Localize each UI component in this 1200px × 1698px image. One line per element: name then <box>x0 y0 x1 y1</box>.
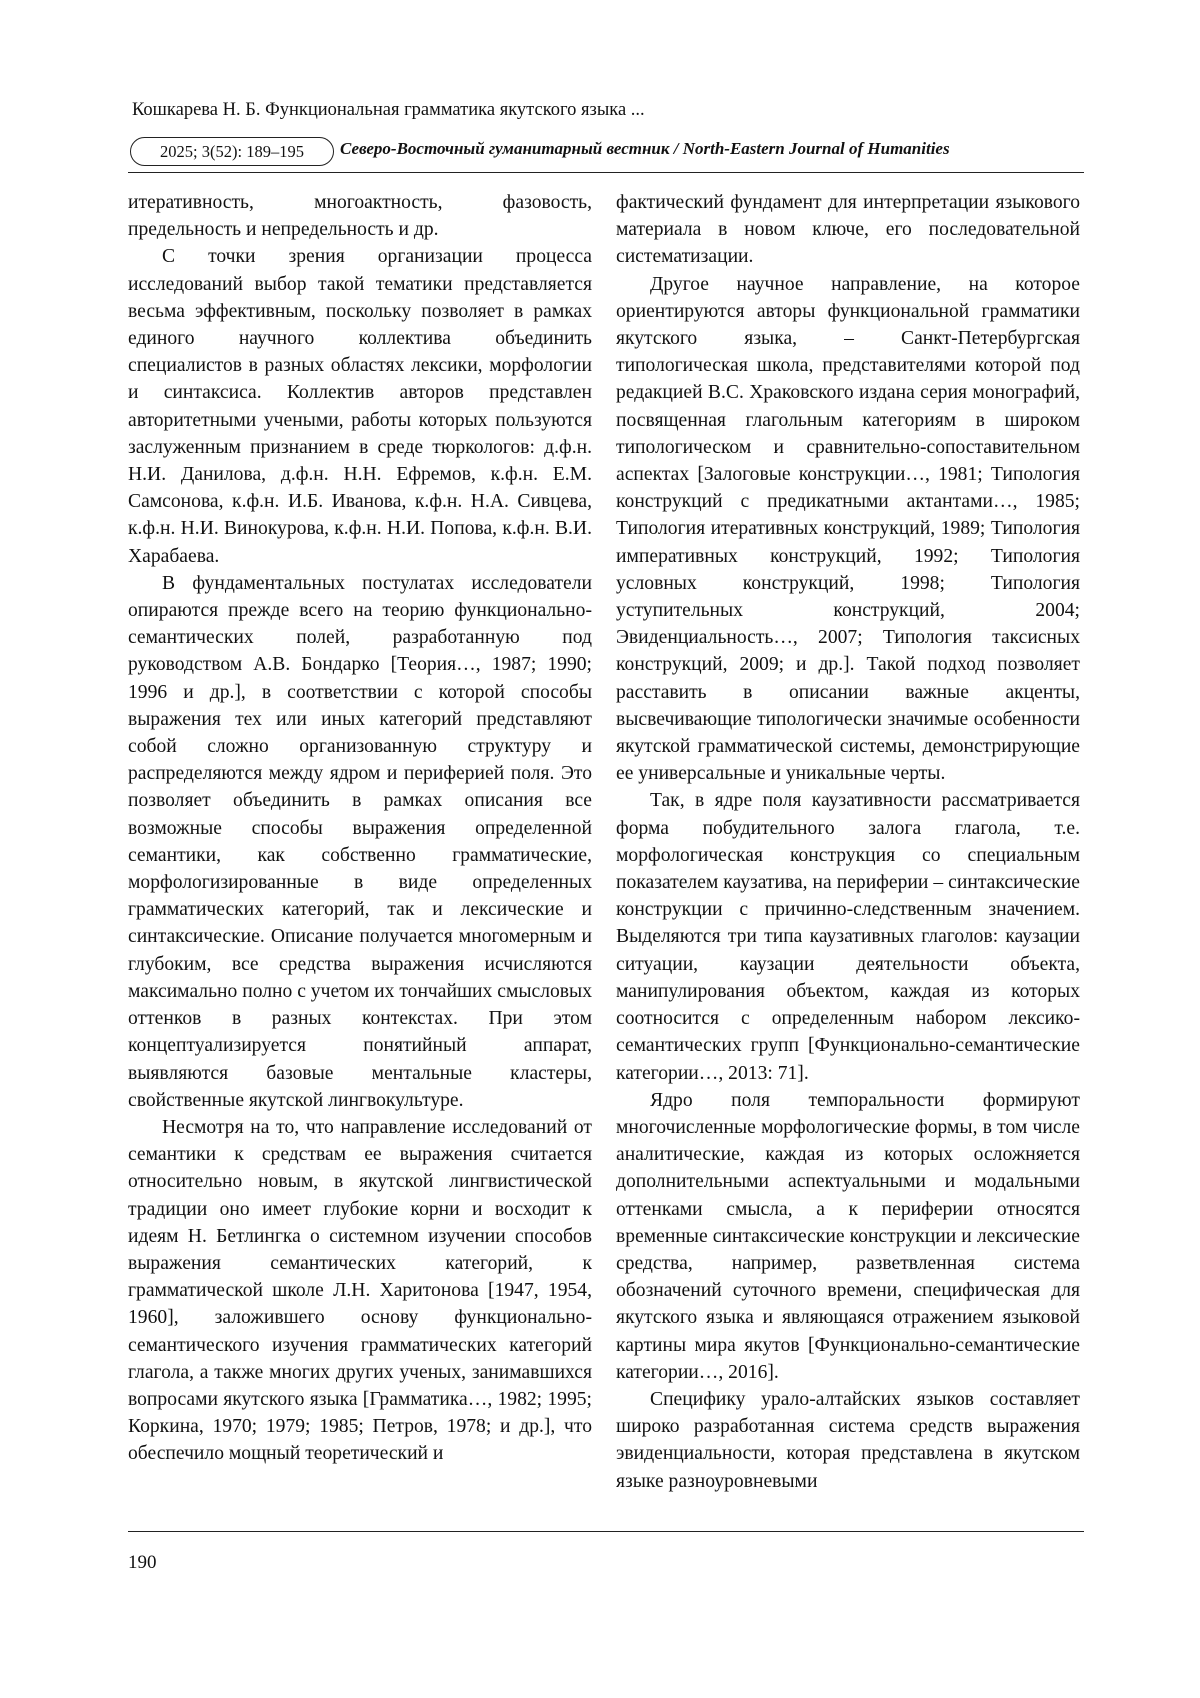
paragraph: фактический фундамент для интерпретации языкового материала в новом ключе, его последовательной систематизации. <box>616 192 1080 268</box>
paragraph: Ядро поля темпоральности формируют многочисленные морфологические формы, в том числе аналитические, каждая из которых осложняется дополнительными аспектуальными и модальными оттенками смысла, а к периферии относятся временные синтаксические конструкции и лексические средства, например, разветвленная система обозначений суточного времени, специфическая для якутского языка и являющаяся отражением языковой картины мира якутов [Функционально-семантические категории…, 2016]. <box>616 1089 1080 1383</box>
header-rule <box>128 172 1084 173</box>
footer-rule <box>128 1531 1084 1532</box>
running-title: Кошкарева Н. Б. Функциональная грамматика якутского языка ... <box>132 100 645 120</box>
paragraph: итеративность, многоактность, фазовость, предельность и непредельность и др. <box>128 192 592 241</box>
paragraph: Специфику урало-алтайских языков составляет широко разработанная система средств выражения эвиденциальности, которая представлена в якутском языке разноуровневыми <box>616 1388 1080 1492</box>
right-column <box>616 189 1080 1495</box>
paragraph: Несмотря на то, что направление исследований от семантики к средствам ее выражения считается относительно новым, в якутской лингвистической традиции оно имеет глубокие корни и восходит к идеям Н. Бетлингка о системном изучении способов выражения семантических категорий, к грамматической школе Л.Н. Харитонова [1947, 1954, 1960], заложившего основу функционально-семантического изучения грамматических категорий глагола, а также многих других ученых, занимавшихся вопросами якутского языка [Грамматика…, 1982; 1995; Коркина, 1970; 1979; 1985; Петров, 1978; и др.], что обеспечило мощный теоретический и <box>128 1116 592 1465</box>
issue-badge: 2025; 3(52): 189–195 <box>130 137 334 166</box>
paragraph: Так, в ядре поля каузативности рассматривается форма побудительного залога глагола, т.е. морфологическая конструкция со специальным показателем каузатива, на периферии – синтаксические конструкции с причинно-следственным значением. Выделяются три типа каузативных глаголов: каузации ситуации, каузации деятельности объекта, манипулирования объектом, каждая из которых соотносится с определенным набором лексико-семантических групп [Функционально-семантические категории…, 2013: 71]. <box>616 790 1080 1084</box>
left-column <box>128 189 592 1468</box>
paragraph: В фундаментальных постулатах исследователи опираются прежде всего на теорию функционально-семантических полей, разработанную под руководством А.В. Бондарко [Теория…, 1987; 1990; 1996 и др.], в соответствии с которой способы выражения тех или иных категорий представляют собой сложно организованную структуру и распределяются между ядром и периферией поля. Это позволяет объединить в рамках описания все возможные способы выражения определенной семантики, как собственно грамматические, морфологизированные в виде определенных грамматических категорий, так и лексические и синтаксические. Описание получается многомерным и глубоким, все средства выражения исчисляются максимально полно с учетом их тончайших смысловых оттенков в разных контекстах. При этом концептуализируется понятийный аппарат, выявляются базовые ментальные кластеры, свойственные якутской лингвокультуре. <box>128 572 592 1111</box>
paragraph: С точки зрения организации процесса исследований выбор такой тематики представляется весьма эффективным, поскольку позволяет в рамках единого научного коллектива объединить специалистов в разных областях лексики, морфологии и синтаксиса. Коллектив авторов представлен авторитетными учеными, работы которых пользуются заслуженным признанием в среде тюркологов: д.ф.н. Н.И. Данилова, д.ф.н. Н.Н. Ефремов, к.ф.н. Е.М. Самсонова, к.ф.н. И.Б. Иванова, к.ф.н. Н.А. Сивцева, к.ф.н. Н.И. Винокурова, к.ф.н. Н.И. Попова, к.ф.н. В.И. Харабаева. <box>128 246 592 567</box>
journal-name: Северо-Восточный гуманитарный вестник / North-Eastern Journal of Humanities <box>340 139 950 158</box>
page-number: 190 <box>128 1552 157 1573</box>
paragraph: Другое научное направление, на которое ориентируются авторы функциональной грамматики якутского языка, – Санкт-Петербургская типологическая школа, представителями которой под редакцией В.С. Храковского издана серия монографий, посвященная глагольным категориям в широком типологическом и сравнительно-сопоставительном аспектах [Залоговые конструкции…, 1981; Типология конструкций с предикатными актантами…, 1985; Типология итеративных конструкций, 1989; Типология императивных конструкций, 1992; Типология условных конструкций, 1998; Типология уступительных конструкций, 2004; Эвиденциальность…, 2007; Типология таксисных конструкций, 2009; и др.]. Такой подход позволяет расставить в описании важные акценты, высвечивающие типологически значимые особенности якутской грамматической системы, демонстрирующие ее универсальные и уникальные черты. <box>616 273 1080 785</box>
